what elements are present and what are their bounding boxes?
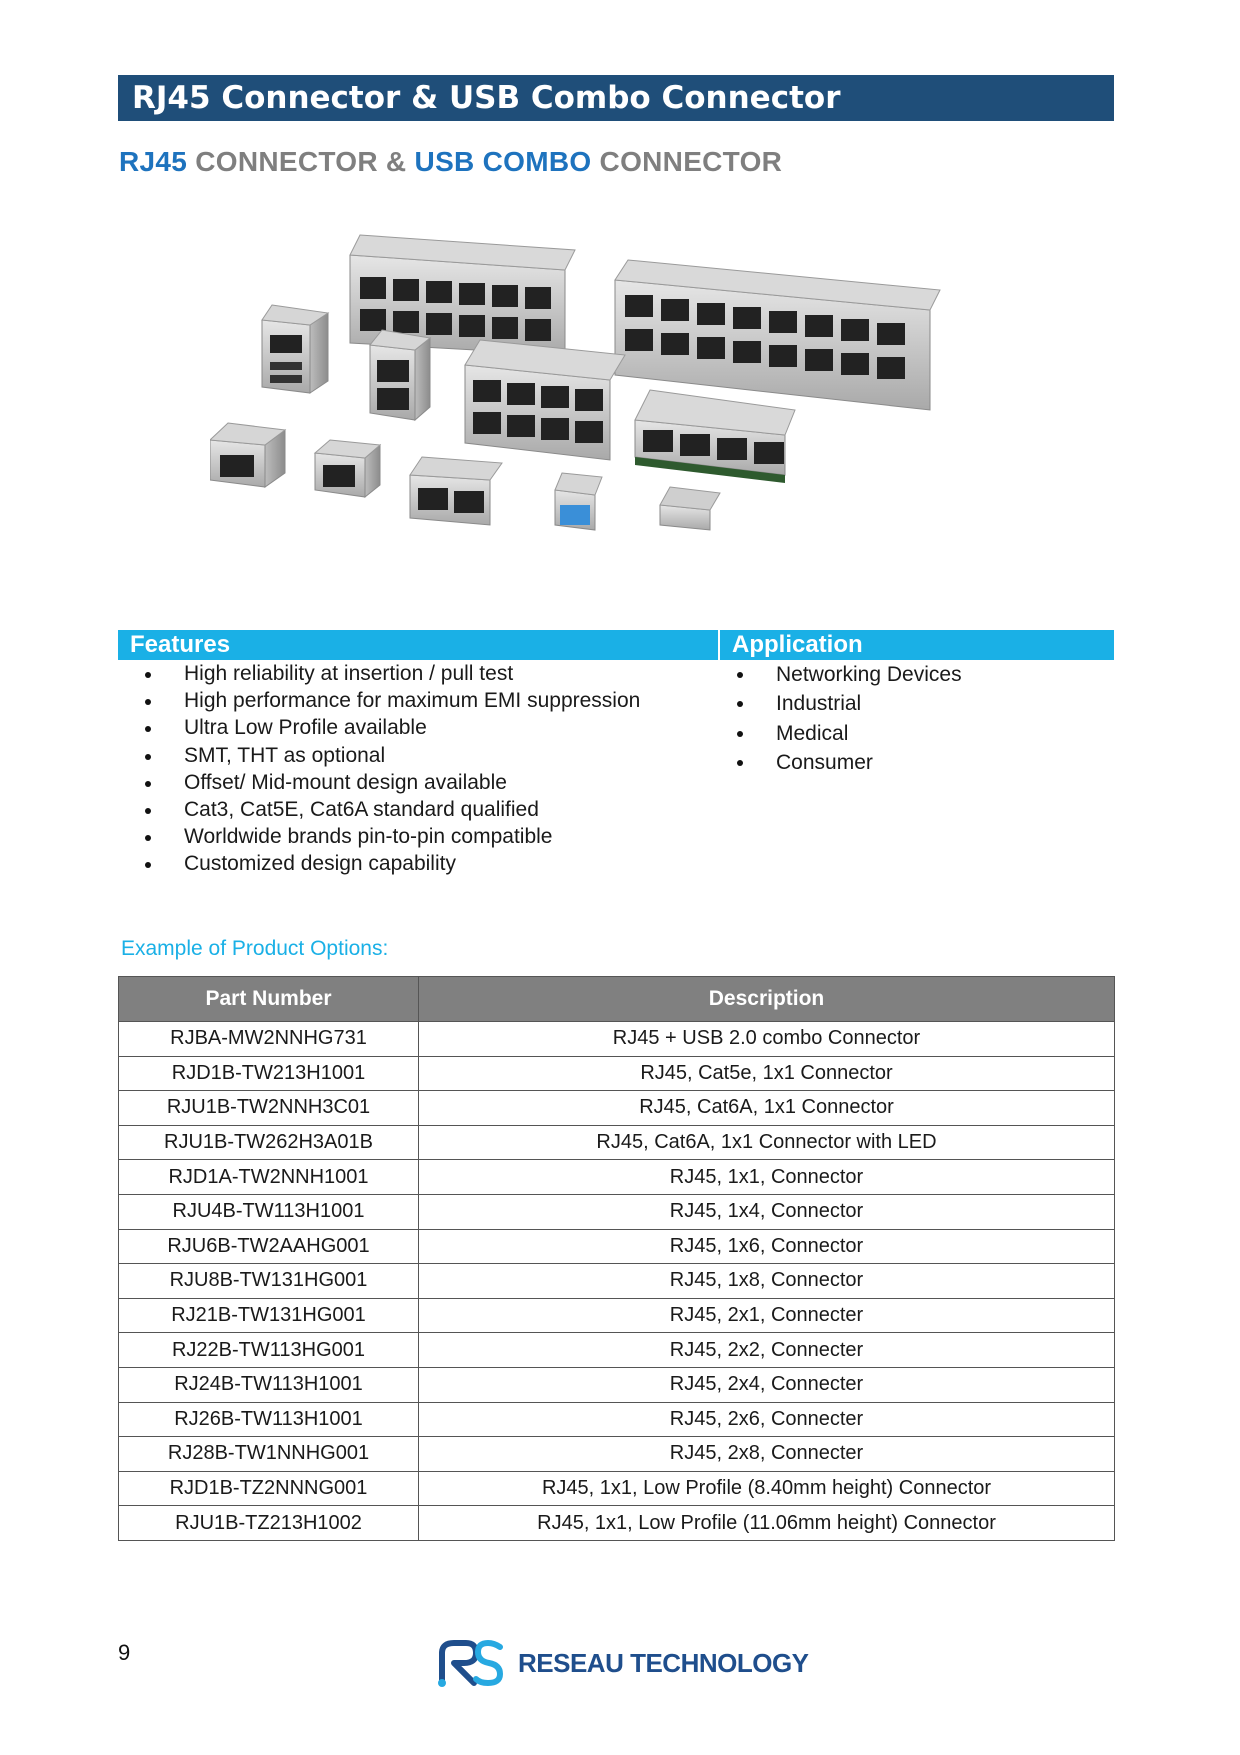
page-title: RJ45 Connector & USB Combo Connector bbox=[118, 75, 1114, 121]
list-item: Ultra Low Profile available bbox=[118, 714, 640, 741]
product-options-label: Example of Product Options: bbox=[121, 937, 389, 960]
subtitle-connector: CONNECTOR bbox=[591, 146, 783, 177]
part-number-cell: RJU8B-TW131HG001 bbox=[119, 1264, 419, 1299]
table-row bbox=[119, 1125, 1115, 1160]
table-row bbox=[119, 1471, 1115, 1506]
description-cell: RJ45, 2x8, Connecter bbox=[419, 1437, 1115, 1472]
list-item: Worldwide brands pin-to-pin compatible bbox=[118, 823, 640, 850]
list-item: High reliability at insertion / pull test bbox=[118, 660, 640, 687]
list-item: Cat3, Cat5E, Cat6A standard qualified bbox=[118, 796, 640, 823]
part-number-cell: RJBA-MW2NNHG731 bbox=[119, 1022, 419, 1057]
description-cell: RJ45, Cat5e, 1x1 Connector bbox=[419, 1056, 1115, 1091]
connector-1x1-a bbox=[210, 423, 285, 487]
list-item: SMT, THT as optional bbox=[118, 742, 640, 769]
features-list bbox=[118, 660, 640, 878]
description-cell: RJ45, 2x1, Connecter bbox=[419, 1298, 1115, 1333]
description-cell: RJ45, Cat6A, 1x1 Connector with LED bbox=[419, 1125, 1115, 1160]
connector-1x2 bbox=[410, 457, 502, 525]
product-photo bbox=[210, 225, 960, 605]
table-row bbox=[119, 1022, 1115, 1057]
column-header-description: Description bbox=[419, 977, 1115, 1022]
table-row bbox=[119, 1367, 1115, 1402]
part-number-cell: RJU1B-TW2NNH3C01 bbox=[119, 1091, 419, 1126]
description-cell: RJ45, 1x4, Connector bbox=[419, 1194, 1115, 1229]
description-cell: RJ45, 1x8, Connector bbox=[419, 1264, 1115, 1299]
description-cell: RJ45, 1x6, Connector bbox=[419, 1229, 1115, 1264]
connector-2x8 bbox=[615, 260, 940, 410]
description-cell: RJ45, 1x1, Low Profile (8.40mm height) Connector bbox=[419, 1471, 1115, 1506]
table-row bbox=[119, 1298, 1115, 1333]
subtitle-usb-combo: USB COMBO bbox=[414, 146, 592, 177]
table-row bbox=[119, 1437, 1115, 1472]
subtitle-rj45: RJ45 bbox=[119, 146, 188, 177]
connector-low-profile bbox=[660, 487, 720, 530]
part-number-cell: RJU4B-TW113H1001 bbox=[119, 1194, 419, 1229]
description-cell: RJ45, Cat6A, 1x1 Connector bbox=[419, 1091, 1115, 1126]
table-row bbox=[119, 1160, 1115, 1195]
list-item: Networking Devices bbox=[710, 660, 962, 689]
product-options-table bbox=[118, 976, 1115, 1541]
part-number-cell: RJ22B-TW113HG001 bbox=[119, 1333, 419, 1368]
table-row bbox=[119, 1506, 1115, 1541]
features-heading: Features bbox=[118, 630, 718, 660]
list-item: Industrial bbox=[710, 689, 962, 718]
description-cell: RJ45, 1x1, Connector bbox=[419, 1160, 1115, 1195]
part-number-cell: RJU6B-TW2AAHG001 bbox=[119, 1229, 419, 1264]
connector-usb-combo bbox=[262, 305, 328, 393]
part-number-cell: RJ24B-TW113H1001 bbox=[119, 1367, 419, 1402]
column-header-part-number: Part Number bbox=[119, 977, 419, 1022]
connector-1x1-b bbox=[315, 440, 380, 497]
list-item: Medical bbox=[710, 719, 962, 748]
part-number-cell: RJ28B-TW1NNHG001 bbox=[119, 1437, 419, 1472]
description-cell: RJ45 + USB 2.0 combo Connector bbox=[419, 1022, 1115, 1057]
part-number-cell: RJD1A-TW2NNH1001 bbox=[119, 1160, 419, 1195]
part-number-cell: RJU1B-TZ213H1002 bbox=[119, 1506, 419, 1541]
table-row bbox=[119, 1056, 1115, 1091]
table-row bbox=[119, 1333, 1115, 1368]
connector-1x4 bbox=[635, 390, 795, 483]
part-number-cell: RJ26B-TW113H1001 bbox=[119, 1402, 419, 1437]
description-cell: RJ45, 1x1, Low Profile (11.06mm height) Connector bbox=[419, 1506, 1115, 1541]
table-header-row bbox=[119, 977, 1115, 1022]
table-row bbox=[119, 1194, 1115, 1229]
description-cell: RJ45, 2x2, Connecter bbox=[419, 1333, 1115, 1368]
description-cell: RJ45, 2x6, Connecter bbox=[419, 1402, 1115, 1437]
connector-2x4 bbox=[465, 340, 625, 460]
part-number-cell: RJ21B-TW131HG001 bbox=[119, 1298, 419, 1333]
section-subtitle bbox=[119, 146, 782, 178]
page-number: 9 bbox=[118, 1640, 131, 1665]
list-item: Offset/ Mid-mount design available bbox=[118, 769, 640, 796]
table-row bbox=[119, 1264, 1115, 1299]
subtitle-connector-and: CONNECTOR & bbox=[187, 146, 415, 177]
application-heading: Application bbox=[720, 630, 1114, 660]
table-row bbox=[119, 1091, 1115, 1126]
part-number-cell: RJD1B-TZ2NNNG001 bbox=[119, 1471, 419, 1506]
connector-2x1 bbox=[370, 330, 430, 420]
description-cell: RJ45, 2x4, Connecter bbox=[419, 1367, 1115, 1402]
rs-logo-icon bbox=[436, 1639, 504, 1687]
table-row bbox=[119, 1229, 1115, 1264]
list-item: Customized design capability bbox=[118, 850, 640, 877]
table-row bbox=[119, 1402, 1115, 1437]
part-number-cell: RJU1B-TW262H3A01B bbox=[119, 1125, 419, 1160]
brand-name: RESEAU TECHNOLOGY bbox=[518, 1647, 809, 1678]
part-number-cell: RJD1B-TW213H1001 bbox=[119, 1056, 419, 1091]
connector-usb-blue bbox=[555, 473, 602, 530]
application-list bbox=[710, 660, 962, 777]
list-item: Consumer bbox=[710, 748, 962, 777]
list-item: High performance for maximum EMI suppression bbox=[118, 687, 640, 714]
company-logo bbox=[436, 1638, 809, 1688]
